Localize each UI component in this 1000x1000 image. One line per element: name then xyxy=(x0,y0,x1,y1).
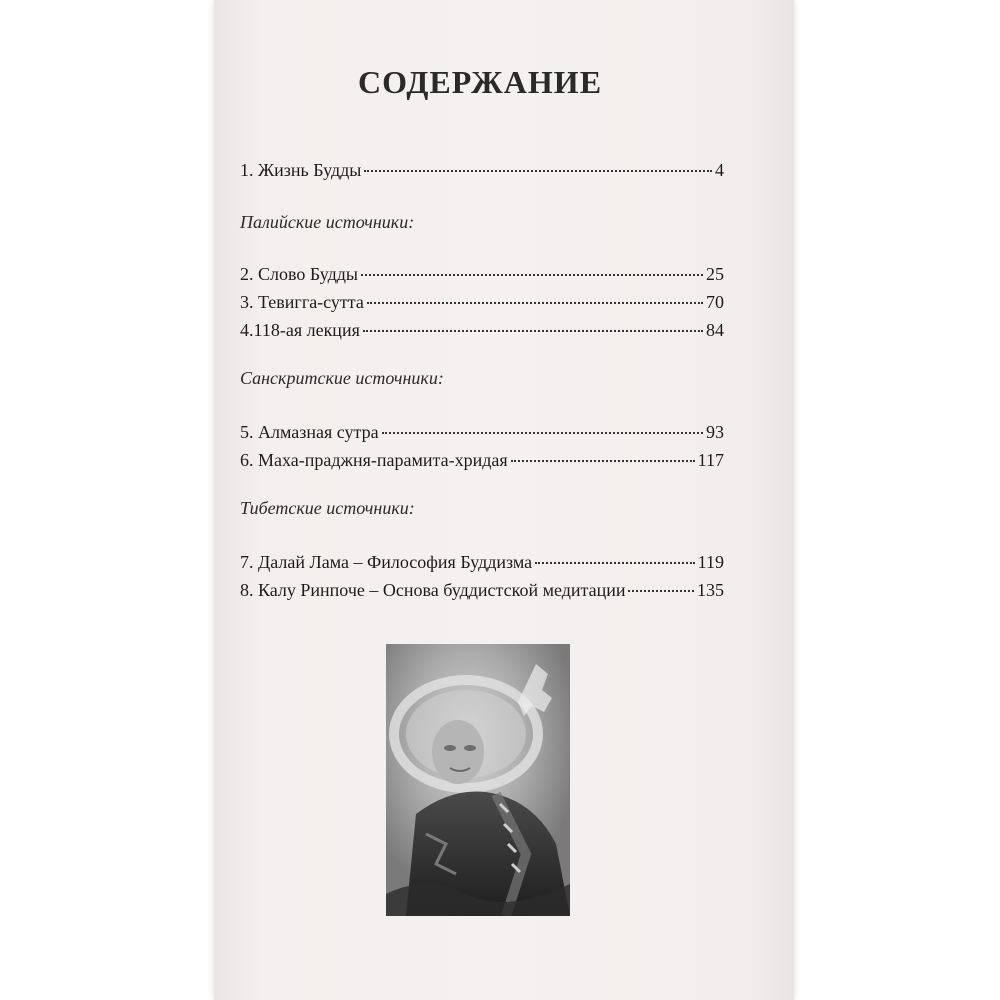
toc-entry-label: 1. Жизнь Будды xyxy=(240,160,362,180)
toc-entry-page: 119 xyxy=(697,552,724,572)
dot-leader xyxy=(628,590,694,592)
toc-entry-label: 2. Слово Будды xyxy=(240,264,359,284)
monk-portrait-photo xyxy=(386,644,570,916)
toc-entry-page: 93 xyxy=(706,422,724,442)
dot-leader xyxy=(361,274,703,276)
page-title: СОДЕРЖАНИЕ xyxy=(357,64,603,100)
toc-entry-5 xyxy=(240,422,724,443)
dot-leader xyxy=(363,330,703,332)
toc-entry-label: 3. Тевигга-сутта xyxy=(240,292,364,312)
toc-entry-6 xyxy=(240,450,724,471)
toc-entry-page: 4 xyxy=(715,160,724,180)
dot-leader xyxy=(511,460,695,462)
toc-entry-label: 8. Калу Ринпоче – Основа буддистской медитации xyxy=(240,580,626,600)
toc-entry-3 xyxy=(240,292,724,313)
section-heading-sanskrit: Санскритские источники: xyxy=(240,368,444,388)
section-heading-pali: Палийские источники: xyxy=(240,212,415,232)
toc-entry-label: 7. Далай Лама – Философия Буддизма xyxy=(240,552,533,572)
dot-leader xyxy=(382,432,703,434)
toc-entry-page: 84 xyxy=(706,320,724,340)
toc-entry-page: 135 xyxy=(697,580,724,600)
toc-entry-label: 6. Маха-праджня-парамита-хридая xyxy=(240,450,508,470)
toc-entry-4 xyxy=(240,320,724,341)
toc-entry-2 xyxy=(240,264,724,285)
toc-entry-label: 4.118-ая лекция xyxy=(240,320,360,340)
toc-entry-page: 25 xyxy=(706,264,724,284)
toc-entry-page: 70 xyxy=(706,292,724,312)
toc-entry-1 xyxy=(240,160,724,181)
toc-entry-7 xyxy=(240,552,724,573)
section-heading-tibetan: Тибетские источники: xyxy=(240,498,415,518)
toc-entry-8 xyxy=(240,580,724,601)
toc-entry-label: 5. Алмазная сутра xyxy=(240,422,379,442)
dot-leader xyxy=(535,562,695,564)
dot-leader xyxy=(367,302,703,304)
toc-entry-page: 117 xyxy=(697,450,724,470)
dot-leader xyxy=(364,170,712,172)
